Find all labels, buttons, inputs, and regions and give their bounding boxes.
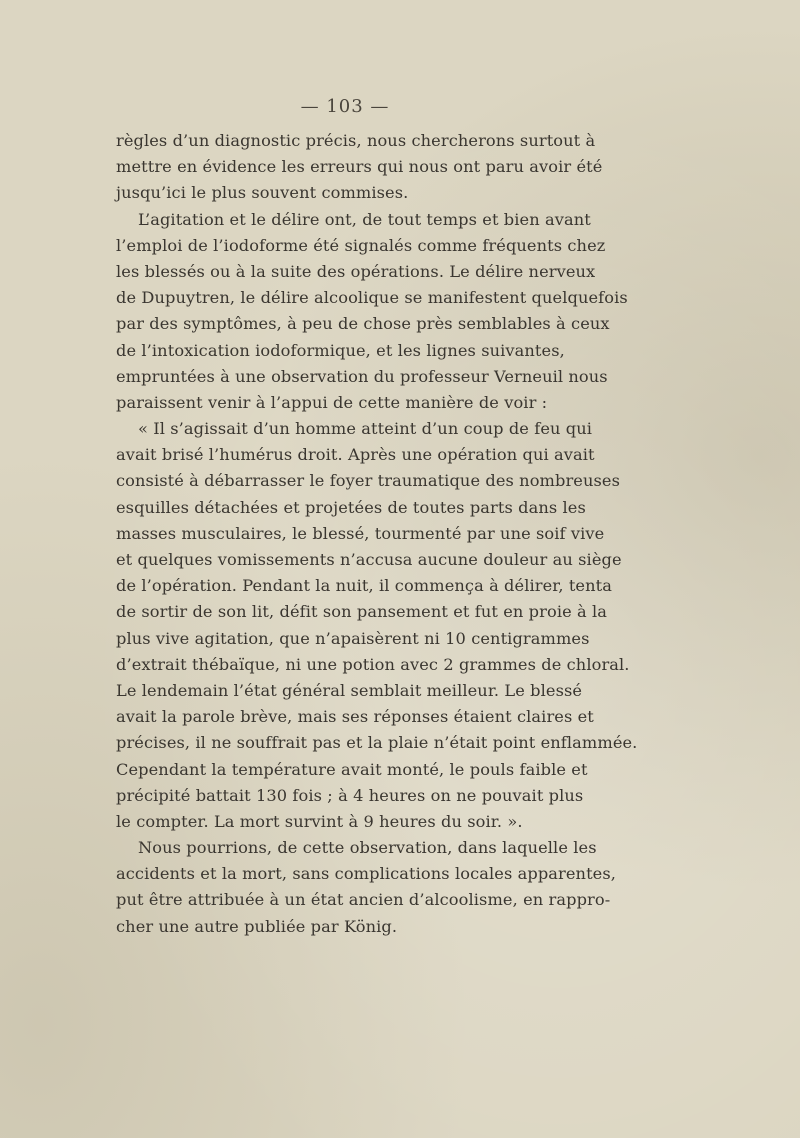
text-line: « Il s’agissait d’un homme atteint d’un coup de feu qui — [138, 419, 593, 439]
text-line: esquilles détachées et projetées de toutes parts dans les — [116, 497, 586, 517]
text-line: avait la parole brève, mais ses réponses étaient claires et — [116, 707, 594, 727]
text-line: règles d’un diagnostic précis, nous chercherons surtout à — [116, 131, 596, 150]
text-line: Le lendemain l’état général semblait meilleur. Le blessé — [116, 680, 583, 700]
text-line: de Dupuytren, le délire alcoolique se manifestent quelquefois — [116, 288, 628, 308]
text-line: les blessés ou à la suite des opérations. Le délire nerveux — [116, 261, 596, 281]
text-line: L’agitation et le délire ont, de tout temps et bien avant — [138, 209, 591, 229]
text-line: Nous pourrions, de cette observation, dans laquelle les — [138, 838, 597, 858]
page-number: — 103 — — [300, 96, 390, 117]
text-line: empruntées à une observation du professeur Verneuil nous — [116, 366, 608, 386]
text-line: mettre en évidence les erreurs qui nous ont paru avoir été — [116, 157, 603, 177]
text-line: plus vive agitation, que n’apaisèrent ni 10 centigrammes — [116, 628, 590, 648]
text-line: Cependant la température avait monté, le pouls faible et — [116, 759, 588, 779]
text-line: masses musculaires, le blessé, tourmenté par une soif vive — [116, 523, 605, 543]
text-line: par des symptômes, à peu de chose près semblables à ceux — [116, 314, 610, 334]
text-line: accidents et la mort, sans complications locales apparentes, — [116, 864, 617, 884]
text-line: précises, il ne souffrait pas et la plaie n’était point enflammée. — [116, 733, 638, 753]
body-text — [116, 128, 638, 940]
text-line: de l’intoxication iodoformique, et les lignes suivantes, — [116, 340, 565, 360]
text-line: put être attribuée à un état ancien d’alcoolisme, en rappro- — [116, 890, 611, 910]
text-line: de l’opération. Pendant la nuit, il commença à délirer, tenta — [116, 576, 612, 596]
text-line: d’extrait thébaïque, ni une potion avec 2 grammes de chloral. — [116, 654, 630, 674]
text-line: cher une autre publiée par König. — [116, 916, 398, 936]
text-line: et quelques vomissements n’accusa aucune douleur au siège — [116, 550, 622, 569]
text-line: de sortir de son lit, défit son pansement et fut en proie à la — [116, 602, 608, 622]
text-line: avait brisé l’humérus droit. Après une opération qui avait — [116, 445, 595, 465]
text-line: jusqu’ici le plus souvent commises. — [116, 183, 409, 203]
text-line: paraissent venir à l’appui de cette manière de voir : — [116, 392, 548, 412]
text-line: précipité battait 130 fois ; à 4 heures on ne pouvait plus — [116, 785, 584, 805]
text-line: le compter. La mort survint à 9 heures du soir. ». — [116, 811, 523, 831]
text-line: l’emploi de l’iodoforme été signalés comme fréquents chez — [116, 235, 606, 255]
text-line: consisté à débarrasser le foyer traumatique des nombreuses — [116, 471, 620, 491]
